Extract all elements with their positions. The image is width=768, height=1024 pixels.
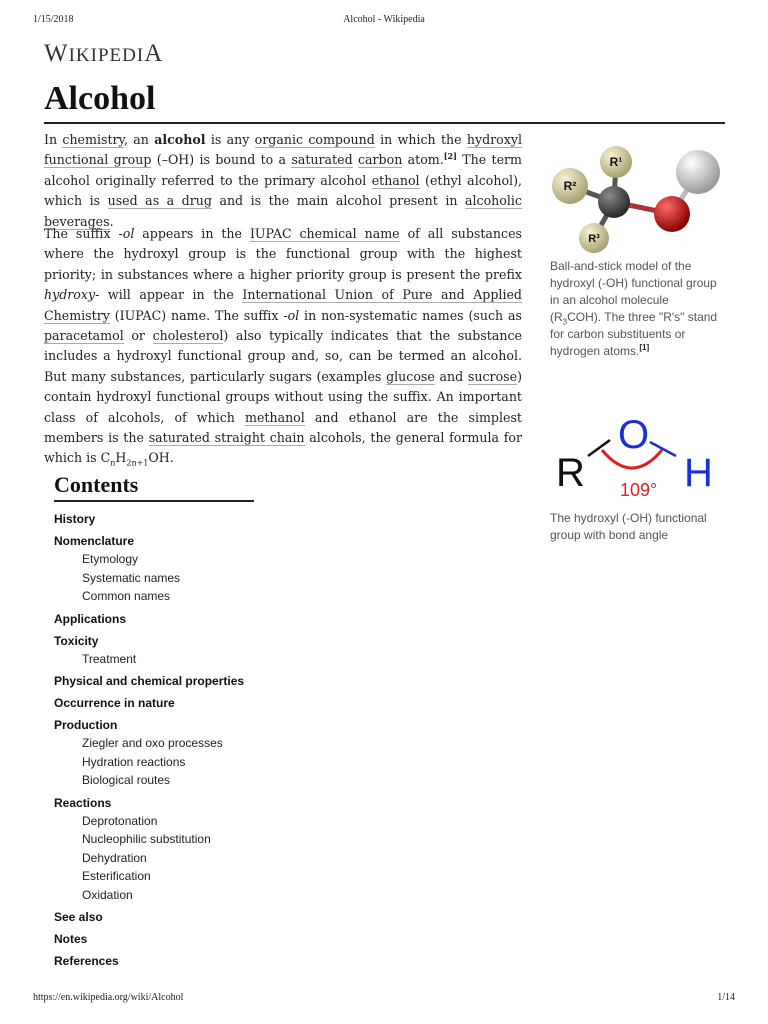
wikipedia-logo[interactable]: WIKIPEDIA: [44, 40, 164, 67]
label-r2: R²: [563, 179, 577, 193]
toc-item-etymology[interactable]: Etymology: [82, 552, 139, 566]
figure-caption-ball-stick: Ball-and-stick model of the hydroxyl (-OH) functional group in an alcohol molecule $(R_3COH)$. The three "R's" stand for carbon substituents or hydrogen atoms.[1]: [550, 259, 718, 358]
carbon-atom: [598, 186, 630, 218]
print-header: [0, 14, 768, 30]
link-cholesterol[interactable]: cholesterol: [152, 328, 224, 344]
link-methanol[interactable]: methanol: [245, 409, 305, 425]
toc-item-physical-chemical-properties[interactable]: Physical and chemical properties: [54, 674, 245, 688]
print-date: 1/15/2018: [33, 14, 74, 25]
link-organic-compound[interactable]: organic compound: [254, 132, 375, 147]
toc-item-nucleophilic-substitution[interactable]: Nucleophilic substitution: [82, 832, 211, 846]
page-title: Alcohol: [44, 80, 156, 117]
toc-item-toxicity[interactable]: Toxicity: [54, 633, 99, 648]
link-saturated[interactable]: saturated: [291, 152, 353, 168]
link-glucose[interactable]: glucose: [386, 368, 435, 384]
toc-item-applications[interactable]: Applications: [54, 611, 127, 626]
label-oxygen: O: [618, 413, 650, 457]
link-iupac-chemical-name[interactable]: IUPAC chemical name: [249, 226, 400, 241]
link-sucrose[interactable]: sucrose: [467, 368, 518, 384]
toc-divider: [54, 500, 254, 502]
toc-item-hydration-reactions[interactable]: Hydration reactions: [82, 754, 186, 769]
ref-1[interactable]: [1]: [639, 343, 650, 352]
link-paracetamol[interactable]: paracetamol: [44, 328, 124, 344]
table-of-contents: [54, 470, 254, 970]
toc-item-see-also[interactable]: See also: [54, 910, 103, 924]
toc-item-history[interactable]: History: [54, 512, 96, 526]
label-r: R: [556, 451, 585, 495]
print-page-title: Alcohol - Wikipedia: [343, 14, 425, 25]
toc-item-nomenclature[interactable]: Nomenclature: [54, 534, 135, 548]
paragraph-nomenclature: The suffix -ol appears in the IUPAC chemical name of all substances where the hydroxyl group is the functional group with the highest priority; in substances where a higher priority group is present the prefix hydroxy- will appear in the International Union of Pure and Applied Chemistry (IUPAC) name. The suffix -ol in non-systematic names (such as paracetamol or cholesterol) also typically indicates that the substance includes a hydroxyl functional group and, so, can be termed an alcohol. But many substances, particularly sugars (examples glucose and sucrose) contain hydroxyl functional groups without using the suffix. An important class of alcohols, of which methanol and ethanol are the simplest members is the saturated straight chain alcohols, the general formula for which is $C_nH_{2n+1}OH$.: [44, 226, 522, 468]
link-iupac[interactable]: International Union of Pure and Applied Chemistry: [44, 287, 522, 323]
link-saturated-straight-chain[interactable]: saturated straight chain: [148, 430, 305, 446]
bold-alcohol: alcohol: [154, 132, 206, 147]
paragraph-intro: In chemistry, an alcohol is any organic compound in which the hydroxyl functional group (–OH) is bound to a saturated carbon atom.[2] The term alcohol originally referred to the primary alcohol ethanol (ethyl alcohol), which is used as a drug and is the main alcohol present in alcoholic beverages.: [44, 132, 523, 229]
link-used-as-drug[interactable]: used as a drug: [107, 193, 212, 209]
link-chemistry[interactable]: chemistry: [62, 132, 124, 147]
oxygen-atom: [654, 196, 690, 232]
toc-item-esterification[interactable]: Esterification: [82, 869, 151, 883]
toc-item-biological-routes[interactable]: Biological routes: [82, 773, 171, 787]
label-r1: R¹: [609, 155, 623, 169]
toc-item-treatment[interactable]: Treatment: [82, 651, 137, 666]
link-ethanol[interactable]: ethanol: [371, 172, 420, 188]
print-footer: [0, 992, 768, 1008]
toc-item-dehydration[interactable]: Dehydration: [82, 850, 147, 865]
toc-item-production[interactable]: Production: [54, 718, 118, 732]
hydrogen-atom: [676, 150, 720, 194]
toc-item-references[interactable]: References: [54, 954, 119, 968]
link-carbon[interactable]: carbon: [357, 152, 403, 168]
toc-item-ziegler-oxo[interactable]: Ziegler and oxo processes: [82, 736, 223, 750]
label-bond-angle: 109°: [620, 480, 658, 500]
toc-item-deprotonation[interactable]: Deprotonation: [82, 813, 158, 828]
toc-item-occurrence-in-nature[interactable]: Occurrence in nature: [54, 696, 175, 710]
link-hydroxyl-functional-group[interactable]: hydroxyl functional group: [44, 132, 523, 168]
title-divider: [44, 122, 725, 124]
print-page-number: 1/14: [717, 992, 735, 1003]
toc-title: Contents: [54, 472, 139, 497]
toc-item-reactions[interactable]: Reactions: [54, 795, 112, 810]
ball-and-stick-model-image[interactable]: [546, 142, 722, 254]
toc-item-common-names[interactable]: Common names: [82, 589, 171, 603]
link-alcoholic-beverages[interactable]: alcoholic beverages: [44, 193, 522, 229]
figure-caption-bond-angle: The hydroxyl (-OH) functional group with bond angle: [550, 511, 707, 542]
toc-item-notes[interactable]: Notes: [54, 932, 88, 946]
label-r3: R³: [588, 233, 600, 245]
toc-item-systematic-names[interactable]: Systematic names: [82, 570, 181, 585]
label-hydrogen: H: [684, 451, 713, 495]
bond-angle-diagram[interactable]: [550, 408, 718, 504]
print-url: https://en.wikipedia.org/wiki/Alcohol: [33, 992, 184, 1003]
toc-item-oxidation[interactable]: Oxidation: [82, 887, 133, 902]
ref-2[interactable]: [2]: [443, 151, 457, 162]
